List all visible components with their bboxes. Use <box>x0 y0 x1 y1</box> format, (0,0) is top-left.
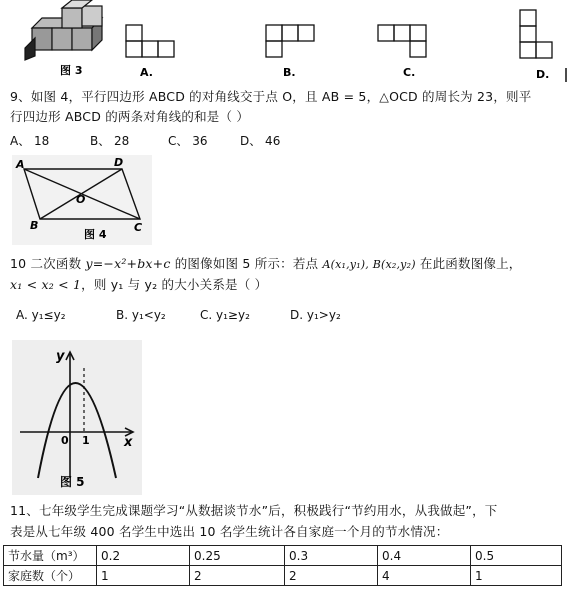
table-cell: 2 <box>190 566 285 586</box>
option-d-label: D. <box>536 68 550 81</box>
table-cell: 0.5 <box>471 546 562 566</box>
q9-option-b: B、 28 <box>90 134 130 148</box>
point-o-label: O <box>76 193 86 206</box>
table-cell: 0.3 <box>285 546 378 566</box>
q10-condition: x₁ < x₂ < 1 <box>10 277 82 292</box>
q10-tail: 在此函数图像上， <box>419 256 522 271</box>
q10-equation: y=−x²+bx+c <box>85 256 171 271</box>
figure-4-caption: 图 4 <box>84 228 107 241</box>
q10-question: ，则 y₁ 与 y₂ 的大小关系是（ ） <box>81 277 268 292</box>
table-cell: 0.4 <box>378 546 471 566</box>
q10-line1 <box>10 253 522 276</box>
figure-3-caption: 图 3 <box>60 64 83 77</box>
point-b-label: B <box>30 219 39 232</box>
q9-option-a: A、 18 <box>10 134 50 148</box>
table-cell: 2 <box>285 566 378 586</box>
option-b-label: B. <box>283 66 296 79</box>
q10-option-d: D. y₁>y₂ <box>290 308 341 322</box>
table-cell: 1 <box>97 566 190 586</box>
q9-option-d: D、 46 <box>240 134 281 148</box>
figure-5-caption: 图 5 <box>60 475 85 489</box>
figure-3-cubes <box>10 0 570 82</box>
table-cell: 4 <box>378 566 471 586</box>
table-row <box>4 566 562 586</box>
q9-text-line1: 9、如图 4，平行四边形 ABCD 的对角线交于点 O，且 AB = 5，△OCD 的周长为 23，则平 <box>10 89 532 104</box>
table-cell-header: 家庭数（个） <box>4 566 97 586</box>
table-cell-header: 节水量（m³） <box>4 546 97 566</box>
q10-points: A(x₁,y₁), B(x₂,y₂) <box>322 258 416 271</box>
option-d-view <box>520 10 552 58</box>
point-c-label: C <box>134 221 143 234</box>
q9-option-c: C、 36 <box>168 134 208 148</box>
figure-5-parabola <box>12 340 142 495</box>
point-a-label: A <box>16 158 25 171</box>
q9-text-line2: 行四边形 ABCD 的两条对角线的和是（ ） <box>10 109 250 124</box>
q10-option-c: C. y₁≥y₂ <box>200 308 250 322</box>
table-cell: 1 <box>471 566 562 586</box>
table-cell: 0.2 <box>97 546 190 566</box>
point-d-label: D <box>114 156 124 169</box>
tick-one-label: 1 <box>82 434 90 447</box>
q10-line2 <box>10 274 267 296</box>
q11-text-line2: 表是从七年级 400 名学生中选出 10 名学生统计各自家庭一个月的节水情况： <box>10 524 449 539</box>
option-c-view <box>378 25 426 57</box>
option-c-label: C. <box>403 66 416 79</box>
table-cell: 0.25 <box>190 546 285 566</box>
option-b-view <box>266 25 314 57</box>
option-a-label: A. <box>140 66 153 79</box>
cube-stack-image <box>25 0 102 60</box>
q11-text-line1: 11、七年级学生完成课题学习“从数据谈节水”后，积极践行“节约用水，从我做起”，下 <box>10 503 498 518</box>
q10-option-b: B. y₁<y₂ <box>116 308 166 322</box>
q10-intro: 10 二次函数 <box>10 256 82 271</box>
q10-option-a: A. y₁≤y₂ <box>16 308 66 322</box>
origin-label: 0 <box>61 434 69 447</box>
q10-mid: 的图像如图 5 所示：若点 <box>174 256 319 271</box>
table-row <box>4 546 562 566</box>
y-axis-label: y <box>56 349 65 364</box>
x-axis-label: x <box>124 435 133 450</box>
water-saving-table <box>3 545 562 586</box>
figure-4-parallelogram <box>12 155 152 245</box>
option-a-view <box>126 25 174 57</box>
